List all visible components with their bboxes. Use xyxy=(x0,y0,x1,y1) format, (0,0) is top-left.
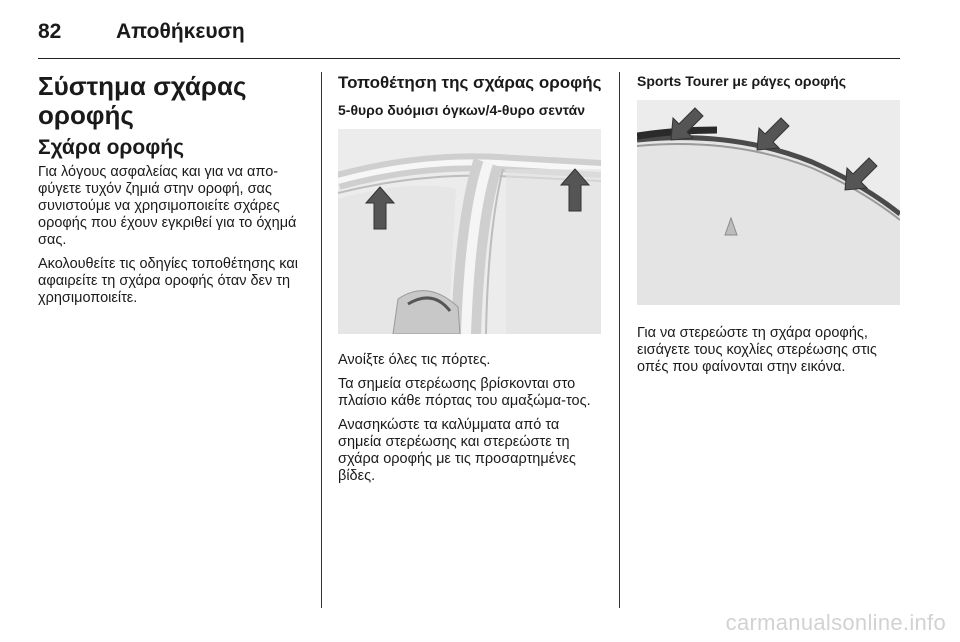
install-title: Τοποθέτηση της σχάρας οροφής xyxy=(338,73,602,92)
page-header xyxy=(38,20,900,60)
roof-rail-illustration xyxy=(637,100,900,305)
chapter-title: Αποθήκευση xyxy=(116,20,245,43)
paragraph: Ανοίξτε όλες τις πόρτες. xyxy=(338,352,491,368)
paragraph: Ακολουθείτε τις οδηγίες τοποθέτησης και αφαιρείτε τη σχάρα οροφής όταν δεν τη χρησιμοποιείτε. xyxy=(38,256,298,306)
column-2 xyxy=(338,72,604,492)
section-title: Σύστημα σχάρας οροφής xyxy=(38,71,247,130)
watermark: carmanualsonline.info xyxy=(725,610,946,635)
door-frame-drawing xyxy=(338,129,601,334)
column-divider xyxy=(321,72,322,608)
column-3 xyxy=(637,72,900,383)
page-number: 82 xyxy=(38,20,62,43)
roof-rail-drawing xyxy=(637,100,900,305)
paragraph: Για να στερεώστε τη σχάρα οροφής, εισάγετε τους κοχλίες στερέωσης στις οπές που φαίνονται στην εικόνα. xyxy=(637,325,877,375)
variant-subtitle: 5-θυρο δυόμισι όγκων/4-θυρο σεντάν xyxy=(338,102,585,118)
paragraph: Ανασηκώστε τα καλύμματα από τα σημεία στερέωσης και στερεώστε τη σχάρα οροφής με τις προσαρτημένες βίδες. xyxy=(338,417,576,484)
column-divider xyxy=(619,72,620,608)
paragraph: Τα σημεία στερέωσης βρίσκονται στο πλαίσιο κάθε πόρτας του αμαξώμα-τος. xyxy=(338,376,591,409)
subsection-title: Σχάρα οροφής xyxy=(38,136,184,159)
column-1 xyxy=(38,72,310,314)
header-rule xyxy=(38,58,900,59)
door-frame-illustration xyxy=(338,129,601,334)
paragraph: Για λόγους ασφαλείας και για να απο-φύγετε τυχόν ζημιά στην οροφή, σας συνιστούμε να χρησιμοποιείτε σχάρες οροφής που έχουν εγκριθεί για το όχημά σας. xyxy=(38,164,297,248)
variant-subtitle: Sports Tourer με ράγες οροφής xyxy=(637,73,846,89)
